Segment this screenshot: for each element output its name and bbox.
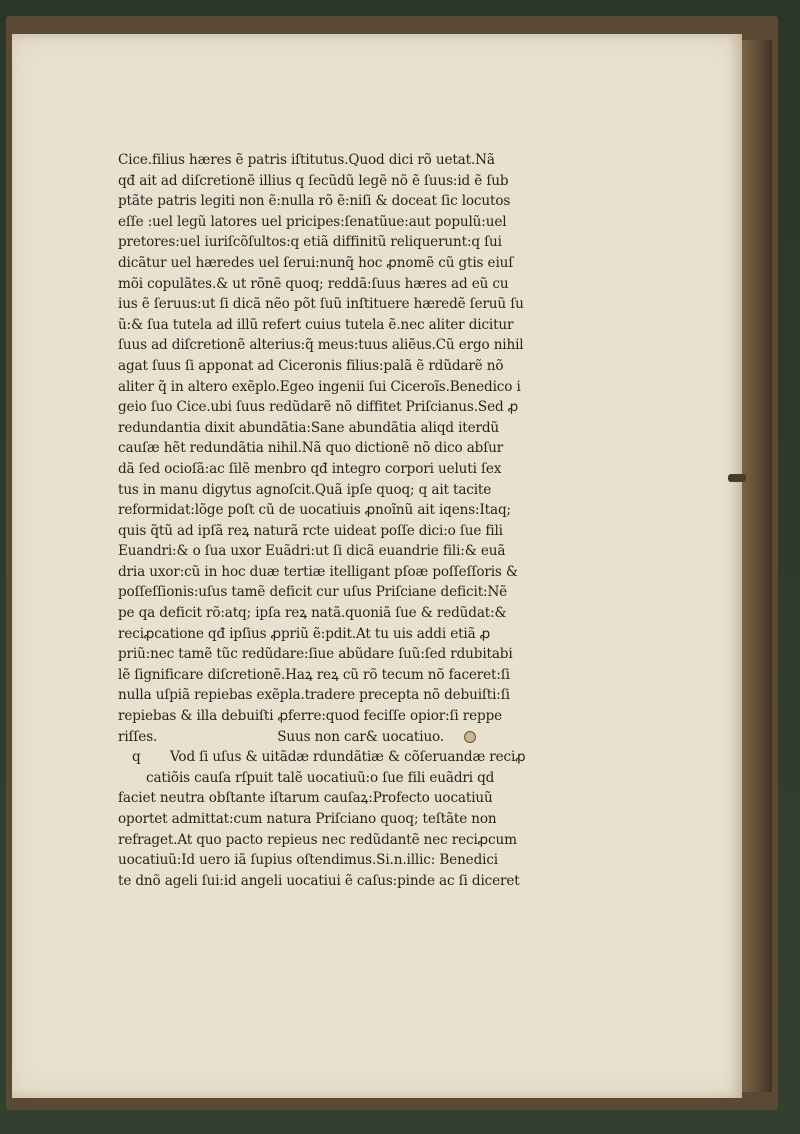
text-line: nulla uſpiã repiebas exẽpla.tradere precepta nõ debuiſti:ſi	[118, 687, 510, 704]
text-line: Euandri:& o ſua uxor Euãdri:ut ſi dicã euandrie fili:& euã	[118, 543, 506, 560]
text-line: tus in manu digytus agnoſcit.Quã ipſe quoq; q ait tacite	[118, 481, 492, 498]
text-line: cauſæ hẽt redundãtia nihil.Nã quo dictionẽ nõ dico abſur	[118, 440, 504, 457]
text-line: dria uxor:cũ in hoc duæ tertiæ itelligant pſoæ poſſeſſoris &	[118, 563, 518, 580]
text-line: refraget.At quo pacto repieus nec redũdantẽ nec reciꝓcum	[118, 831, 517, 848]
opening-line: Vod ſi uſus & uitãdæ rdundãtiæ & cõſeruandæ reciꝓ	[170, 749, 526, 766]
text-line: eſſe :uel legũ latores uel pricipes:ſenatũue:aut populũ:uel	[118, 213, 507, 230]
text-block	[118, 150, 548, 891]
text-line: poſſeſſionis:uſus tamẽ deficit cur uſus Priſciane deficit:Nẽ	[118, 584, 508, 601]
text-line: repiebas & illa debuiſti ꝓferre:quod feciſſe opior:ſi reppe	[118, 708, 503, 725]
indented-line: catiõis cauſa rſpuit talẽ uocatiuũ:o ſue fili euãdri qd	[146, 769, 495, 786]
text-line: Cice.filius hæres ẽ patris iſtitutus.Quod dici rõ uetat.Nã	[118, 152, 495, 168]
text-line-end: riſſes.	[118, 728, 158, 745]
page-fore-edge	[742, 40, 772, 1092]
text-line: priũ:nec tamẽ tũc redũdare:ſiue abũdare ſuũ:ſed rdubitabi	[118, 646, 513, 663]
text-line: ũ:& ſua tutela ad illũ refert cuius tutela ẽ.nec aliter dicitur	[118, 316, 514, 333]
text-line: aliter q̃ in altero exẽplo.Egeo ingenii ſui Ciceroĩs.Benedico i	[118, 378, 521, 395]
text-line: reciꝓcatione qđ ipſius ꝓpriũ ẽ:pdit.At tu uis addi etiã ꝓ	[118, 625, 491, 642]
text-line: geio ſuo Cice.ubi ſuus redũdarẽ nõ diffitet Priſcianus.Sed ꝓ	[118, 399, 519, 416]
text-line: pretores:uel iuriſcõſultos:q etiã diffinitũ reliquerunt:q ſui	[118, 234, 502, 251]
paragraph-opening	[118, 747, 548, 768]
paragraph-ornament-icon	[464, 731, 476, 743]
text-line: faciet neutra obſtante iſtarum cauſaꝝ:Profecto uocatiuũ	[118, 790, 493, 807]
text-line: qđ ait ad diſcretionẽ illius q ſecũdũ legẽ nõ ẽ ſuus:id ẽ ſub	[118, 172, 509, 189]
text-line: ius ẽ ſeruus:ut ſi dicã nẽo põt ſuũ inſtituere hæredẽ ſeruũ ſu	[118, 296, 524, 313]
text-line: dicãtur uel hæredes uel ſerui:nunq̃ hoc ꝓnomẽ cũ gtis eiuſ	[118, 254, 514, 271]
text-line-with-heading	[118, 727, 548, 748]
text-line: lẽ ſignificare diſcretionẽ.Haꝝ reꝝ cũ rõ tecum nõ faceret:ſi	[118, 666, 510, 683]
text-line: quis q̃tũ ad ipſã reꝝ naturã rcte uideat poſſe dici:o ſue fili	[118, 522, 503, 539]
text-line: redundantia dixit abundãtia:Sane abundãtia aliqd iterdũ	[118, 419, 499, 436]
text-line: oportet admittat:cum natura Priſciano quoq; teſtãte non	[118, 811, 497, 827]
margin-tab	[728, 474, 746, 482]
text-line: reformidat:lõge poſt cũ de uocatiuis ꝓnoĩnũ ait iqens:Itaq;	[118, 502, 511, 519]
text-line: mõi copulãtes.& ut rõnẽ quoq; reddã:ſuus hæres ad eũ cu	[118, 275, 509, 292]
text-line: pe qa deficit rõ:atq; ipſa reꝝ natã.quoniã ſue & redũdat:&	[118, 605, 507, 622]
section-heading: Suus non car& uocatiuo.	[277, 728, 445, 745]
text-line: te dnõ ageli ſui:id angeli uocatiui ẽ caſus:pinde ac ſi diceret	[118, 872, 520, 889]
text-line: uocatiuũ:Id uero iã ſupius oſtendimus.Si.n.illic: Benedici	[118, 852, 498, 869]
text-line: agat ſuus ſi apponat ad Ciceronis filius:palã ẽ rdũdarẽ nõ	[118, 357, 504, 374]
text-line: ſuus ad diſcretionẽ alterius:q̃ meus:tuus aliẽus.Cũ ergo nihil	[118, 337, 524, 354]
text-line: dã ſed ocioſã:ac ſilẽ menbro qđ integro corpori ueluti ſex	[118, 460, 502, 477]
text-line: ptãte patris legiti non ẽ:nulla rõ ẽ:niſi & doceat ſic locutos	[118, 193, 511, 210]
initial-letter: q	[132, 749, 141, 766]
